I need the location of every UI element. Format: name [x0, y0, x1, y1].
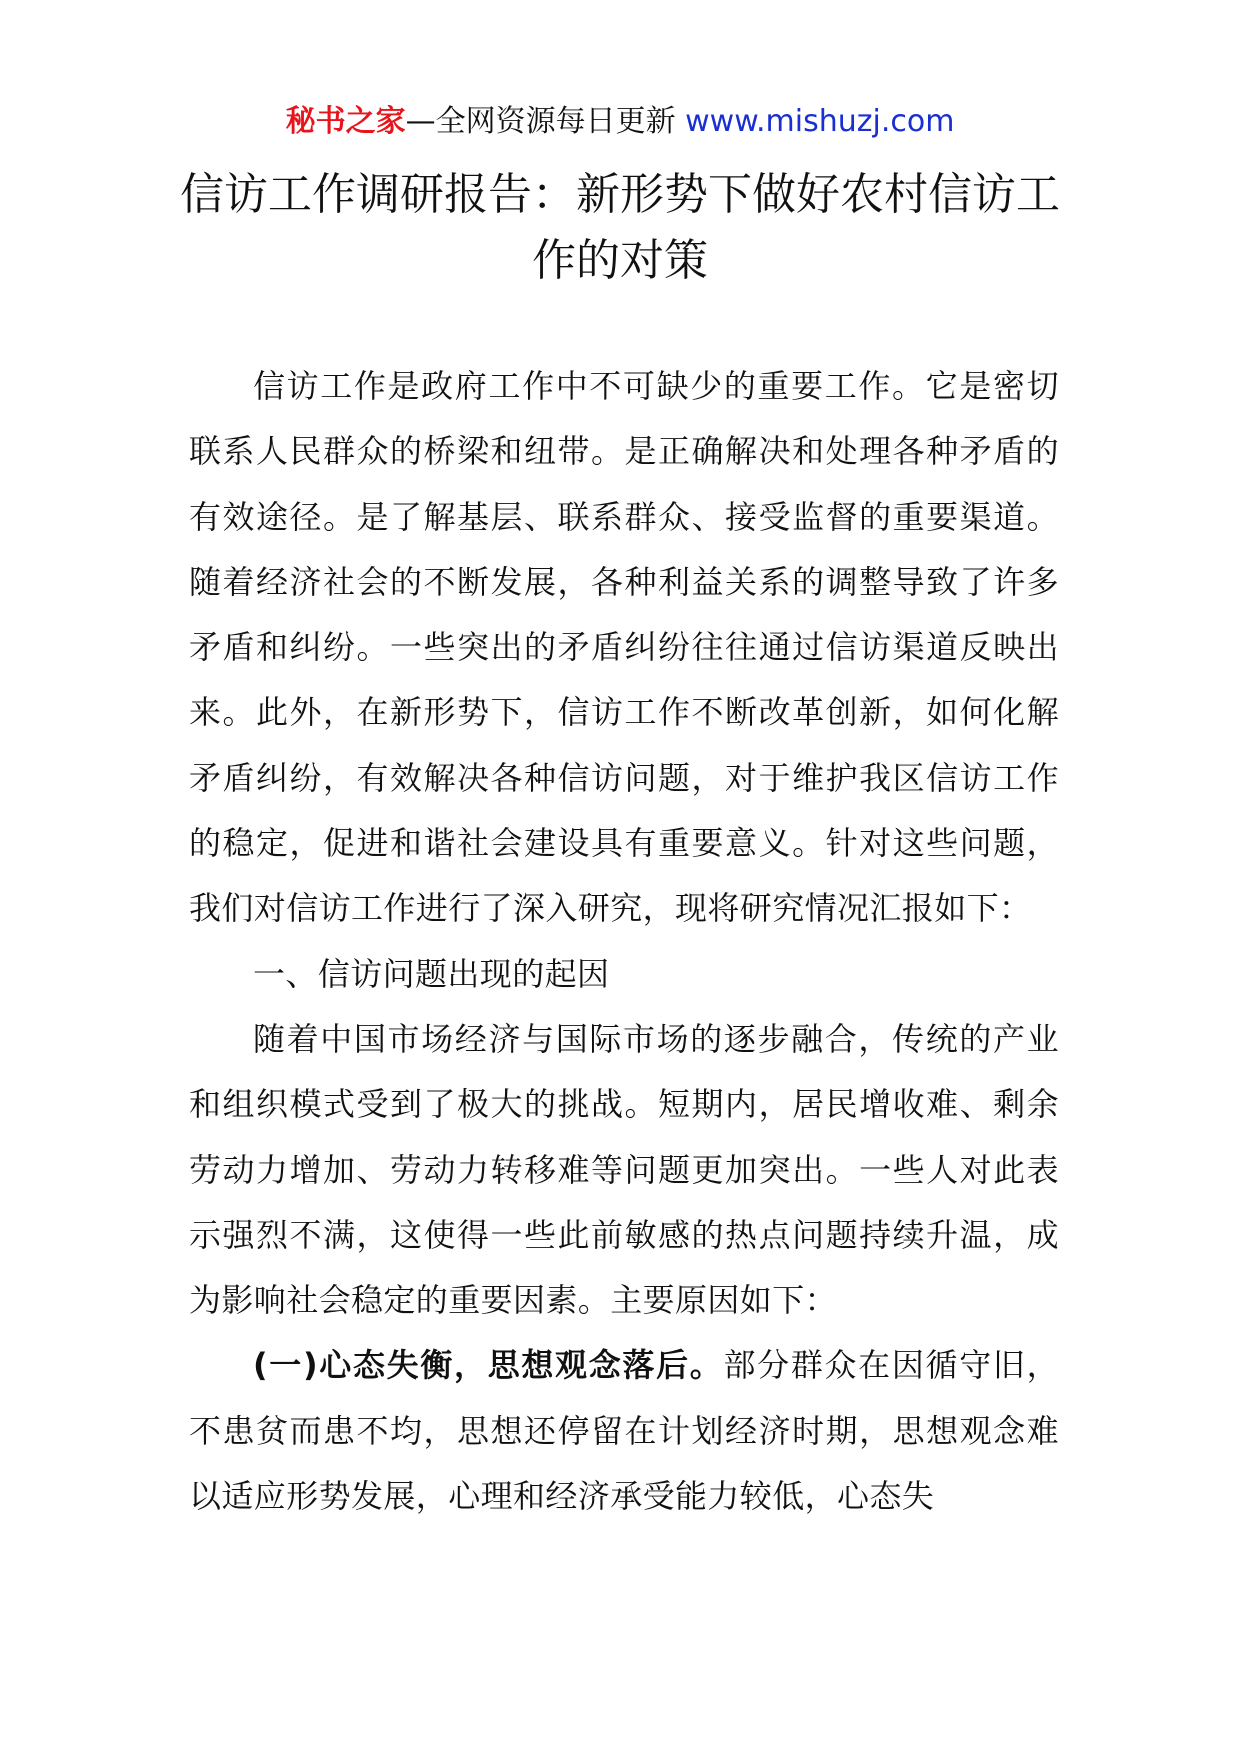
intro-paragraph: 信访工作是政府工作中不可缺少的重要工作。它是密切联系人民群众的桥梁和纽带。是正确解决和处理各种矛盾的有效途径。是了解基层、联系群众、接受监督的重要渠道。随着经济社会的不断发展，各种利益关系的调整导致了许多矛盾和纠纷。一些突出的矛盾纠纷往往通过信访渠道反映出来。此外，在新形势下，信访工作不断改革创新，如何化解矛盾纠纷，有效解决各种信访问题，对于维护我区信访工作的稳定，促进和谐社会建设具有重要意义。针对这些问题，我们对信访工作进行了深入研究，现将研究情况汇报如下： [189, 367, 1059, 928]
section-heading-causes: 一、信访问题出现的起因 [253, 954, 610, 993]
point-1-heading: (一)心态失衡，思想观念落后。 [253, 1346, 724, 1385]
site-url-link[interactable]: www.mishuzj.com [685, 104, 955, 139]
brand-name: 秘书之家 [285, 104, 406, 139]
point-1-paragraph [189, 1333, 1059, 1529]
document-title: 信访工作调研报告：新形势下做好农村信访工作的对策 [180, 169, 1060, 286]
causes-paragraph: 随着中国市场经济与国际市场的逐步融合，传统的产业和组织模式受到了极大的挑战。短期内，居民增收难、剩余劳动力增加、劳动力转移难等问题更加突出。一些人对此表示强烈不满，这使得一些此前敏感的热点问题持续升温，成为影响社会稳定的重要因素。主要原因如下： [189, 1019, 1059, 1320]
document-body [189, 354, 1059, 1529]
header-slogan: —全网资源每日更新 [405, 104, 686, 139]
point-1-text: 部分群众在因循守旧，不患贫而患不均，思想还停留在计划经济时期，思想观念难以适应形势发展，心理和经济承受能力较低，心态失 [189, 1346, 1059, 1516]
site-header [0, 100, 1240, 144]
